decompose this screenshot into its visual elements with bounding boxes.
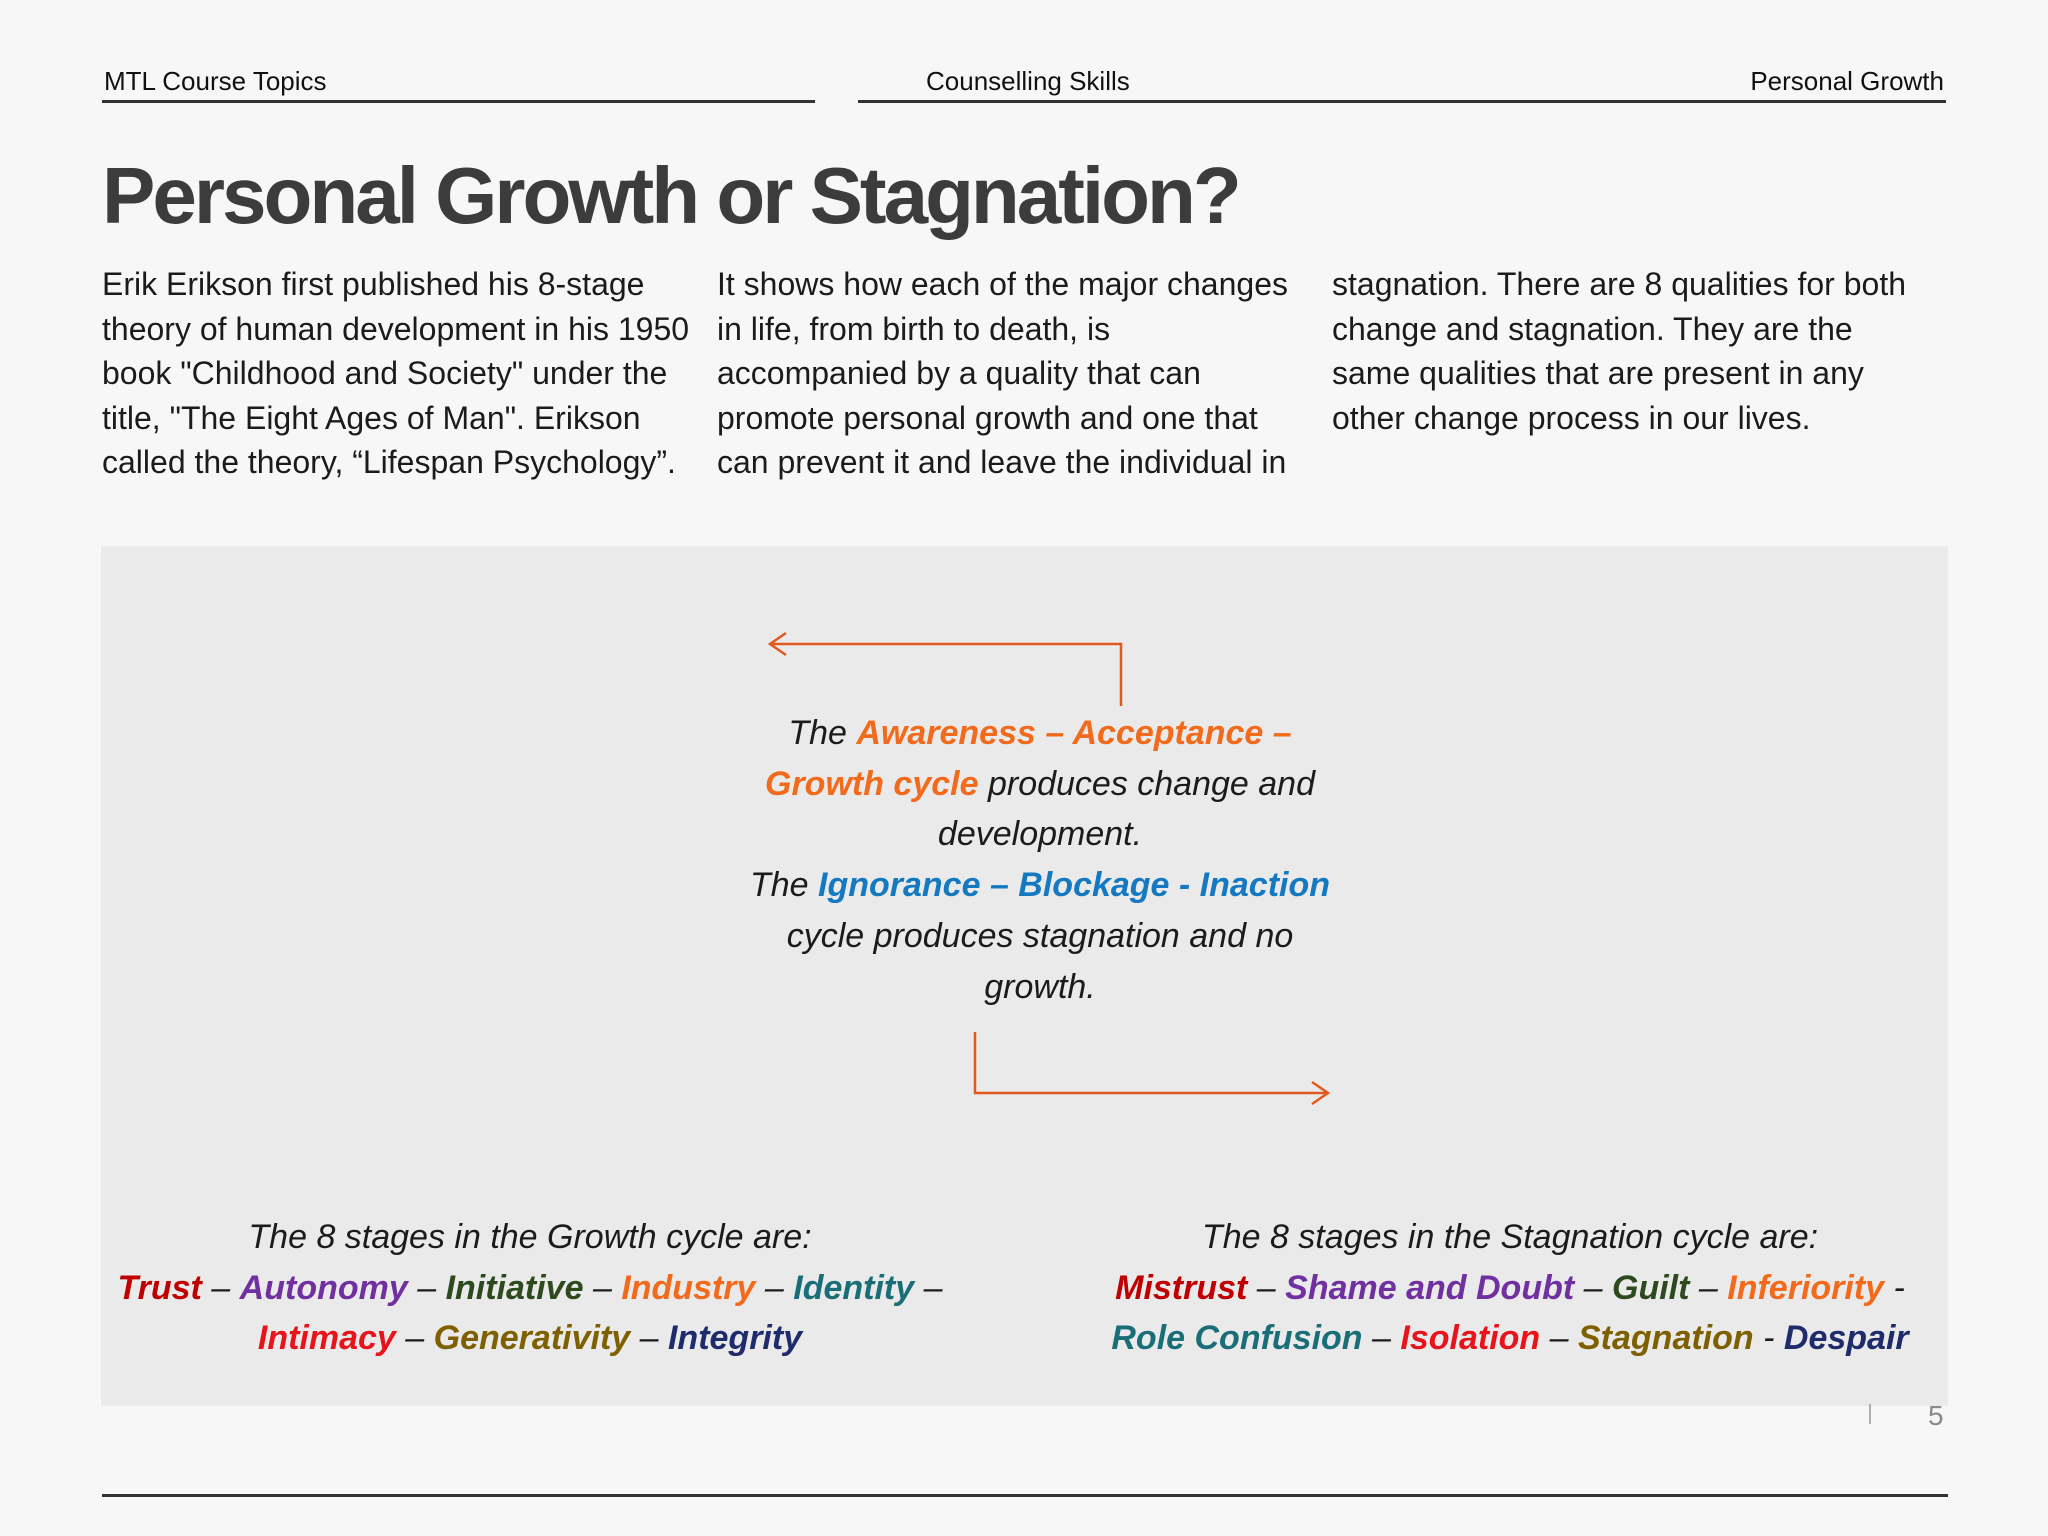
growth-stage: Integrity — [667, 1319, 803, 1357]
stage-separator: – — [1362, 1319, 1401, 1357]
page-number: 5 — [1928, 1400, 1944, 1431]
stage-separator: – — [1540, 1319, 1578, 1357]
stage-separator: - — [1753, 1319, 1784, 1357]
stagnation-stages-label: The 8 stages in the Stagnation cycle are: — [1201, 1218, 1819, 1256]
page-number-divider — [1869, 1404, 1871, 1424]
stage-separator: - — [1884, 1268, 1905, 1307]
growth-cycle-text — [740, 708, 1340, 860]
stagnation-stage: Inferiority — [1727, 1268, 1885, 1307]
growth-stage: Trust — [117, 1268, 202, 1307]
stage-separator: – — [395, 1319, 434, 1357]
growth-stage: Initiative — [445, 1268, 584, 1307]
stagnation-cycle-text — [740, 860, 1340, 1012]
intro-column-3: stagnation. There are 8 qualities for both change and stagnation. They are the same qualities that are present in any other change process in our lives. — [1332, 266, 1906, 436]
stage-separator: – — [630, 1319, 668, 1357]
stage-separator: – — [755, 1268, 794, 1307]
stage-separator: – — [201, 1268, 240, 1307]
stagnation-stage: Isolation — [1400, 1319, 1541, 1357]
growth-cycle-prefix: The — [788, 714, 857, 752]
stagnation-stage: Mistrust — [1115, 1268, 1248, 1307]
growth-arrow — [770, 644, 1121, 706]
stagnation-cycle-prefix: The — [749, 866, 819, 905]
stagnation-stages-line-1 — [1080, 1263, 1940, 1314]
stagnation-arrow — [975, 1032, 1328, 1093]
intro-column-1: Erik Erikson first published his 8-stage theory of human development in his 1950 book "Childhood and Society" under the title, "The Eight Ages of Man". Erikson called the theory, “Lifespan Psychology”. — [102, 266, 690, 480]
stagnation-stages — [1080, 1212, 1940, 1364]
stagnation-cycle-name: Ignorance – Blockage - Inaction — [818, 866, 1331, 905]
growth-stage: Identity — [793, 1268, 915, 1307]
cycle-description — [740, 708, 1340, 1012]
stage-separator: – — [914, 1268, 943, 1307]
growth-stage: Generativity — [433, 1319, 631, 1357]
stagnation-stage: Guilt — [1612, 1268, 1690, 1307]
stagnation-stage: Shame and Doubt — [1285, 1268, 1575, 1307]
page-title: Personal Growth or Stagnation? — [102, 151, 1239, 240]
header-center: Counselling Skills — [926, 66, 1130, 96]
growth-stages-line-2 — [100, 1313, 960, 1364]
growth-stage: Intimacy — [257, 1319, 396, 1357]
stagnation-stages-line-2 — [1080, 1313, 1940, 1364]
growth-cycle-suffix: produces change and development. — [937, 764, 1315, 854]
stage-separator: – — [1574, 1268, 1613, 1307]
stage-separator: – — [1689, 1268, 1728, 1307]
header-right: Personal Growth — [1750, 66, 1944, 96]
stagnation-cycle-suffix: cycle produces stagnation and no growth. — [786, 916, 1294, 1006]
growth-stages-label: The 8 stages in the Growth cycle are: — [248, 1218, 812, 1256]
stagnation-stage: Role Confusion — [1111, 1319, 1363, 1357]
growth-stages — [100, 1212, 960, 1364]
growth-stage: Autonomy — [239, 1268, 408, 1307]
stagnation-stage: Despair — [1783, 1319, 1909, 1357]
stage-separator: – — [407, 1268, 446, 1307]
stage-separator: – — [583, 1268, 622, 1307]
stage-separator: – — [1247, 1268, 1286, 1307]
growth-cycle-name: Awareness – Acceptance – Growth cycle — [765, 714, 1292, 803]
growth-stage: Industry — [621, 1268, 756, 1307]
growth-stages-line-1 — [100, 1263, 960, 1314]
stagnation-stage: Stagnation — [1578, 1319, 1754, 1357]
footer-rule — [102, 1494, 1948, 1497]
intro-column-2: It shows how each of the major changes in life, from birth to death, is accompanied by a quality that can promote personal growth and one that can prevent it and leave the individual in — [717, 266, 1288, 480]
header-left: MTL Course Topics — [104, 66, 327, 96]
